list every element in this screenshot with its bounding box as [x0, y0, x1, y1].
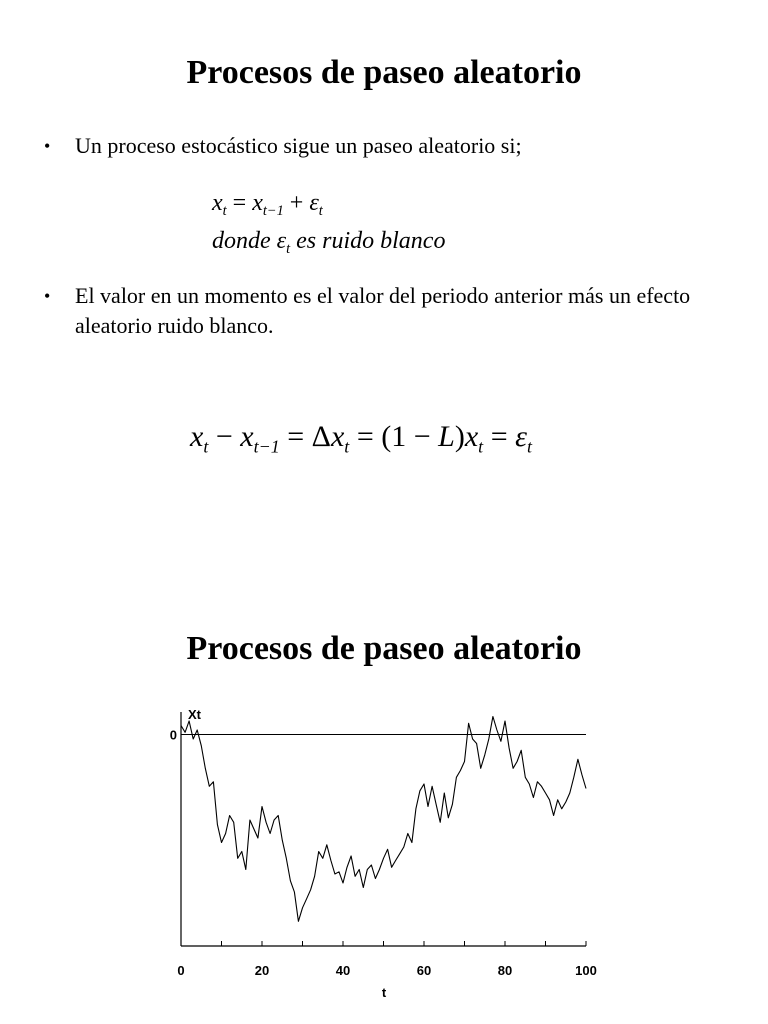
- bullet-dot-icon: •: [44, 136, 51, 156]
- slide-1-title: Procesos de paseo aleatorio: [186, 54, 582, 91]
- x-tick-label: 80: [497, 963, 513, 978]
- y-axis-label: Xt: [188, 707, 201, 722]
- x-axis-label: t: [381, 985, 387, 1000]
- random-walk-equation: [212, 190, 445, 266]
- x-tick-label: 40: [335, 963, 351, 978]
- difference-equation: $x_t - x_{t-1} = \Delta x_t = (1 - L)x_t = \varepsilon_t$: [190, 420, 532, 457]
- bullet-dot-icon: •: [44, 286, 51, 306]
- series-line: [181, 717, 586, 922]
- equation-line-2: donde $\varepsilon_t$ es ruido blanco: [212, 228, 446, 258]
- y-tick-label: 0: [169, 727, 177, 743]
- slide-2: [0, 512, 768, 1024]
- bullet-text-2: El valor en un momento es el valor del periodo anterior más un efecto aleatorio ruido blanco.: [75, 283, 691, 338]
- slide-2-title: Procesos de paseo aleatorio: [186, 630, 582, 667]
- x-tick-label: 0: [177, 963, 185, 978]
- x-tick-label: 20: [254, 963, 270, 978]
- equation-line-1: $x_t = x_{t-1} + \varepsilon_t$: [212, 190, 323, 220]
- x-tick-label: 100: [575, 963, 597, 978]
- x-tick-label: 60: [416, 963, 432, 978]
- bullet-text-1: Un proceso estocástico sigue un paseo aleatorio si;: [75, 133, 522, 158]
- random-walk-chart: [0, 512, 768, 1024]
